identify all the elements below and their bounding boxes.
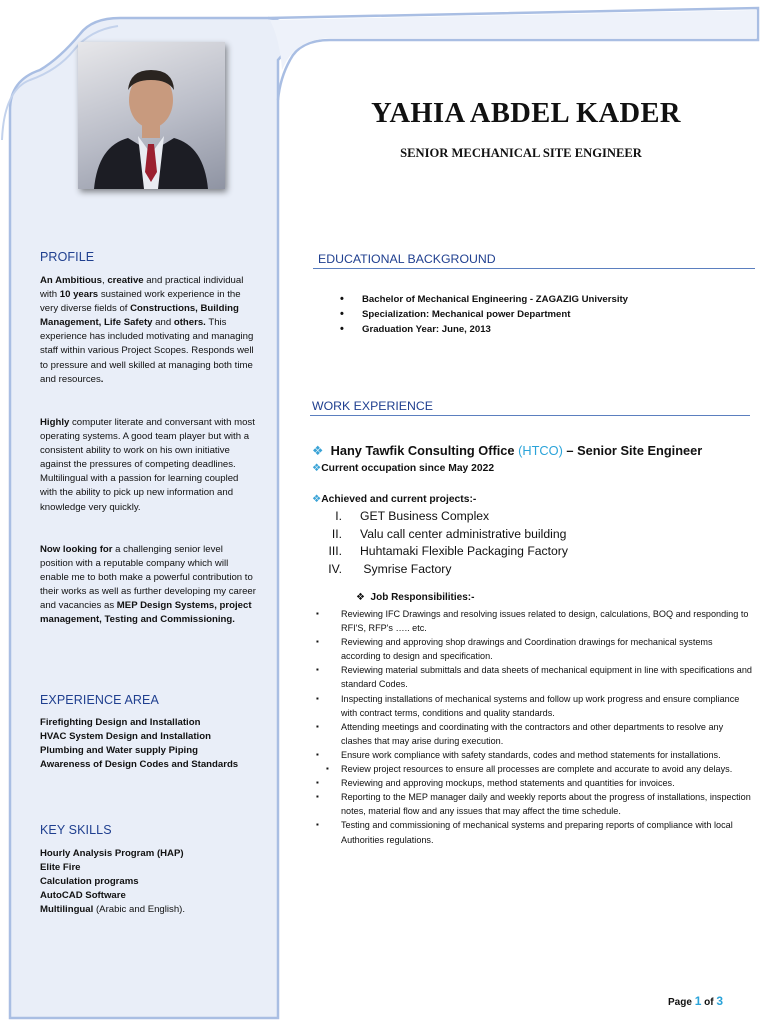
experience-area-list <box>40 716 238 772</box>
job-title-line <box>312 443 702 459</box>
key-skill-item: Elite Fire <box>40 862 81 874</box>
experience-area-item: Plumbing and Water supply Piping <box>40 745 198 757</box>
education-heading: EDUCATIONAL BACKGROUND <box>318 252 496 266</box>
portrait-illustration <box>78 42 225 189</box>
responsibilities-label-line <box>356 592 474 603</box>
projects-label-line <box>312 493 476 505</box>
experience-area-item: Firefighting Design and Installation <box>40 717 201 728</box>
diamond-bullet-icon: ❖ <box>312 494 322 505</box>
candidate-title: SENIOR MECHANICAL SITE ENGINEER <box>400 146 642 160</box>
profile-heading: PROFILE <box>40 250 95 264</box>
diamond-bullet-icon: ❖ <box>356 592 365 603</box>
occupation-text: Current occupation since May 2022 <box>321 463 495 474</box>
responsibility-item: ▪ Reviewing and approving mockups, method statements and quantities for invoices. <box>313 776 753 790</box>
candidate-name: YAHIA ABDEL KADER <box>371 98 681 129</box>
education-list <box>340 292 628 337</box>
experience-area-heading: EXPERIENCE AREA <box>40 693 159 707</box>
work-rule <box>310 415 750 416</box>
project-item: I. GET Business Complex <box>335 509 490 523</box>
responsibility-item: ▪ Reviewing IFC Drawings and resolving issues related to design, calculations, BOQ and responding to RFI'S, RFP's ….. etc. <box>313 607 753 635</box>
responsibility-item: ▪ Attending meetings and coordinating with the contractors and other departments to resolve any clashes that may arise during execution. <box>313 720 753 748</box>
responsibilities-list <box>313 607 753 847</box>
responsibility-item: ▪ Reviewing material submittals and data sheets of mechanical equipment in line with specifications and standard Codes. <box>313 663 753 691</box>
projects-label: Achieved and current projects:- <box>321 494 477 505</box>
key-skill-item: Multilingual (Arabic and English). <box>40 904 186 916</box>
education-item: • Bachelor of Mechanical Engineering - ZAGAZIG University <box>340 292 628 307</box>
key-skill-item: Hourly Analysis Program (HAP) <box>40 848 184 859</box>
responsibility-item: ▪ Inspecting installations of mechanical systems and follow up work progress and ensure compliance with contract terms, conditions and quality standards. <box>313 692 753 720</box>
diamond-bullet-icon: ❖ <box>312 463 322 474</box>
responsibilities-label: Job Responsibilities:- <box>370 592 475 603</box>
project-item: III. Huhtamaki Flexible Packaging Factory <box>328 544 568 558</box>
key-skill-item: AutoCAD Software <box>40 890 126 902</box>
profile-paragraph-2: Highly computer literate and conversant with most operating systems. A good team player but with a consistent ability to work on his own initiative against the pressures of competing deadlines. Multilingual with a passion for learning coupled with the ability to pick up new information and knowledge very quickly. <box>40 417 255 513</box>
key-skill-item: Calculation programs <box>40 876 139 888</box>
profile-paragraph-3: Now looking for a challenging senior level position with a reputable company which will enable me to both make a powerful contribution to their works as well as further developing my career and vacancies as MEP Design Systems, project management, Testing and Commissioning. <box>40 544 256 626</box>
page-current: 1 <box>694 994 702 1008</box>
profile-photo <box>78 42 225 189</box>
work-heading: WORK EXPERIENCE <box>312 399 433 413</box>
project-item: IV. Symrise Factory <box>328 561 452 576</box>
education-item: • Specialization: Mechanical power Department <box>340 307 628 322</box>
profile-paragraph-1: An Ambitious, creative and practical individual with 10 years sustained work experience in the very diverse fields of Constructions, Building Management, Life Safety and others. This experience has included motivating and managing staff within various Project Scopes. Responds well to pressure and well skilled at managing both time and resources. <box>40 275 254 385</box>
responsibility-item: ▪ Reporting to the MEP manager daily and weekly reports about the progress of installations, inspection notes, material flow and any issues that may affect the time schedule. <box>313 790 753 818</box>
experience-area-item: Awareness of Design Codes and Standards <box>40 759 239 771</box>
education-rule <box>313 268 755 269</box>
project-item: II. Valu call center administrative building <box>331 526 567 541</box>
projects-list <box>296 509 568 579</box>
occupation-line <box>312 462 494 474</box>
responsibility-item: ▪ Review project resources to ensure all processes are complete and accurate to avoid any delays. <box>313 762 753 776</box>
page-total: 3 <box>716 994 724 1008</box>
education-item: • Graduation Year: June, 2013 <box>340 322 628 337</box>
key-skills-list <box>40 847 185 917</box>
responsibility-item: ▪ Ensure work compliance with safety standards, codes and method statements for installations. <box>313 748 753 762</box>
responsibility-item: ▪ Testing and commissioning of mechanical systems and preparing reports of compliance with local Authorities regulations. <box>313 818 753 846</box>
responsibility-item: ▪ Reviewing and approving shop drawings and Coordination drawings for mechanical systems according to design and specification. <box>313 635 753 663</box>
key-skills-heading: KEY SKILLS <box>40 823 112 837</box>
experience-area-item: HVAC System Design and Installation <box>40 731 211 743</box>
company-name: Hany Tawfik Consulting Office <box>330 443 519 458</box>
job-role: – Senior Site Engineer <box>562 443 703 458</box>
diamond-bullet-icon: ❖ <box>312 443 324 458</box>
company-abbr: (HTCO) <box>518 443 563 458</box>
page-number: Page 1 of 3 <box>668 994 724 1008</box>
